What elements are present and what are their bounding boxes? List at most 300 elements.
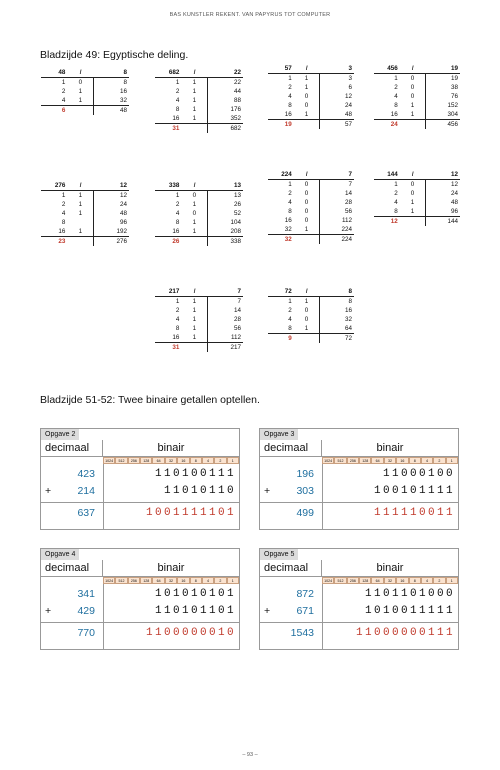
bit-cell: 1 — [410, 111, 415, 118]
addend-b-binary: 11010110 — [163, 485, 236, 497]
power-cell: 2 — [288, 84, 292, 91]
multiple-cell: 16 — [94, 87, 129, 96]
slash: / — [181, 68, 207, 78]
power-cell: 1 — [227, 457, 239, 464]
multiple-cell: 76 — [426, 92, 460, 101]
slash: / — [400, 64, 426, 74]
divisor: 7 — [208, 287, 243, 297]
power-cell: 1024 — [103, 577, 115, 584]
dividend: 456 — [374, 64, 400, 74]
decimal-header: decimaal — [41, 560, 103, 577]
bit-cell: 1 — [192, 115, 197, 122]
power-cell: 128 — [140, 457, 152, 464]
slash: / — [400, 170, 426, 180]
bit-cell: 1 — [410, 208, 415, 215]
multiple-cell: 38 — [426, 83, 460, 92]
addend-row — [260, 466, 458, 483]
bit-cell: 0 — [304, 208, 309, 215]
binary-table — [40, 428, 240, 530]
bit-cell: 0 — [410, 84, 415, 91]
table-row — [41, 87, 129, 96]
slash: / — [294, 287, 320, 297]
power-cell: 256 — [347, 457, 359, 464]
addend-b-decimal: 429 — [77, 605, 95, 617]
powers-row — [322, 577, 458, 584]
bit-cell: 1 — [78, 97, 83, 104]
power-cell: 8 — [61, 219, 66, 226]
table-row — [374, 92, 460, 101]
multiple-cell: 28 — [320, 198, 354, 207]
power-cell: 64 — [152, 457, 164, 464]
addend-b-decimal: 671 — [296, 605, 314, 617]
binary-header: binair — [103, 560, 239, 577]
bit-cell: 0 — [78, 79, 83, 86]
power-cell: 16 — [177, 457, 189, 464]
addend-b-decimal: 214 — [77, 485, 95, 497]
divisor: 12 — [426, 170, 460, 180]
multiple-cell: 8 — [94, 78, 129, 88]
bit-cell: 1 — [410, 102, 415, 109]
addend-a-binary: 1101101000 — [364, 588, 455, 600]
power-cell: 32 — [284, 226, 292, 233]
power-cell: 32 — [384, 457, 396, 464]
power-cell: 8 — [175, 219, 180, 226]
table-row — [374, 101, 460, 110]
sum-row — [260, 505, 458, 522]
bit-cell: 0 — [410, 75, 415, 82]
addend-row — [260, 586, 458, 603]
power-cell: 4 — [175, 316, 180, 323]
table-row — [41, 78, 129, 88]
quotient: 26 — [155, 237, 181, 247]
dividend: 48 — [41, 68, 67, 78]
division-table — [374, 170, 460, 226]
table-row — [155, 333, 243, 343]
bit-cell: 0 — [192, 210, 197, 217]
bit-cell: 0 — [410, 181, 415, 188]
table-row — [155, 200, 243, 209]
power-cell: 1 — [394, 181, 398, 188]
power-cell: 1 — [288, 75, 292, 82]
multiple-cell: 24 — [426, 189, 460, 198]
power-cell: 1 — [394, 75, 398, 82]
slash: / — [67, 68, 93, 78]
multiple-cell: 112 — [208, 333, 243, 343]
quotient: 12 — [374, 217, 400, 227]
sum-row — [260, 625, 458, 642]
multiple-cell: 14 — [208, 306, 243, 315]
power-cell: 32 — [384, 577, 396, 584]
multiple-cell: 176 — [208, 105, 243, 114]
bit-cell: 0 — [410, 190, 415, 197]
table-row — [155, 218, 243, 227]
power-cell: 2 — [433, 457, 445, 464]
table-row — [41, 200, 129, 209]
bit-cell: 1 — [78, 88, 83, 95]
table-row — [268, 180, 354, 190]
table-row — [155, 227, 243, 237]
bit-cell: 1 — [192, 298, 197, 305]
power-cell: 16 — [284, 217, 292, 224]
power-cell: 2 — [175, 88, 180, 95]
power-cell: 8 — [190, 577, 202, 584]
multiple-cell: 304 — [426, 110, 460, 120]
bit-cell: 1 — [304, 325, 309, 332]
power-cell: 64 — [371, 577, 383, 584]
divisor: 3 — [320, 64, 354, 74]
power-cell: 8 — [394, 102, 398, 109]
table-row — [268, 216, 354, 225]
table-row — [268, 189, 354, 198]
power-cell: 16 — [390, 111, 398, 118]
bit-cell: 1 — [304, 75, 309, 82]
power-cell: 8 — [288, 102, 292, 109]
table-row — [41, 96, 129, 106]
total: 224 — [320, 235, 354, 245]
dividend: 57 — [268, 64, 294, 74]
power-cell: 16 — [172, 334, 180, 341]
table-row — [268, 83, 354, 92]
multiple-cell: 12 — [426, 180, 460, 190]
bit-cell: 1 — [78, 210, 83, 217]
addend-b-binary: 110101101 — [154, 605, 236, 617]
addend-row — [260, 603, 458, 620]
multiple-cell: 224 — [320, 225, 354, 235]
power-cell: 1 — [61, 192, 66, 199]
power-cell: 2 — [214, 457, 226, 464]
table-row — [155, 96, 243, 105]
power-cell: 8 — [394, 208, 398, 215]
power-cell: 128 — [140, 577, 152, 584]
power-cell: 8 — [409, 577, 421, 584]
power-cell: 256 — [128, 457, 140, 464]
exercise-title: Opgave 3 — [260, 429, 298, 440]
decimal-header: decimaal — [260, 440, 322, 457]
multiple-cell: 32 — [320, 315, 354, 324]
multiple-cell: 8 — [320, 297, 354, 307]
multiple-cell: 48 — [320, 110, 354, 120]
power-cell: 512 — [115, 457, 127, 464]
divisor: 13 — [208, 181, 243, 191]
power-cell: 16 — [396, 457, 408, 464]
power-cell: 8 — [190, 457, 202, 464]
table-row — [268, 110, 354, 120]
bit-cell: 1 — [410, 199, 415, 206]
total: 456 — [426, 120, 460, 130]
power-cell: 1024 — [322, 577, 334, 584]
table-row — [41, 227, 129, 237]
divisor: 12 — [94, 181, 129, 191]
division-table — [268, 287, 354, 343]
power-cell: 4 — [175, 97, 180, 104]
division-table — [268, 170, 354, 244]
multiple-cell: 3 — [320, 74, 354, 84]
multiple-cell: 19 — [426, 74, 460, 84]
exercise-title: Opgave 5 — [260, 549, 298, 560]
power-cell: 8 — [175, 325, 180, 332]
bit-cell: 1 — [304, 298, 309, 305]
table-row — [155, 105, 243, 114]
power-cell: 1024 — [103, 457, 115, 464]
binary-table — [259, 428, 459, 530]
table-row — [268, 198, 354, 207]
power-cell: 1 — [446, 457, 458, 464]
power-cell: 256 — [128, 577, 140, 584]
table-row — [374, 180, 460, 190]
dividend: 217 — [155, 287, 181, 297]
multiple-cell: 152 — [426, 101, 460, 110]
table-row — [268, 324, 354, 334]
table-row — [155, 297, 243, 307]
quotient: 6 — [41, 106, 67, 116]
total: 48 — [94, 106, 129, 116]
multiple-cell: 6 — [320, 83, 354, 92]
bit-cell: 0 — [304, 307, 309, 314]
power-cell: 4 — [288, 199, 292, 206]
multiple-cell: 56 — [208, 324, 243, 333]
bit-cell: 1 — [78, 201, 83, 208]
multiple-cell: 12 — [320, 92, 354, 101]
quotient: 19 — [268, 120, 294, 130]
power-cell: 2 — [394, 84, 398, 91]
table-row — [268, 74, 354, 84]
bit-cell: 1 — [192, 334, 197, 341]
multiple-cell: 56 — [320, 207, 354, 216]
dividend: 224 — [268, 170, 294, 180]
decimal-header: decimaal — [260, 560, 322, 577]
plus-sign: + — [45, 605, 52, 617]
power-cell: 2 — [61, 201, 66, 208]
divisor: 8 — [94, 68, 129, 78]
bit-cell: 0 — [304, 217, 309, 224]
power-cell: 1 — [288, 181, 292, 188]
division-table — [155, 287, 243, 352]
table-row — [155, 209, 243, 218]
addend-row — [41, 466, 239, 483]
table-row — [155, 315, 243, 324]
bit-cell: 1 — [78, 228, 83, 235]
page-number: – 93 – — [242, 752, 258, 758]
dividend: 72 — [268, 287, 294, 297]
addend-row — [41, 586, 239, 603]
power-cell: 4 — [288, 316, 292, 323]
power-cell: 2 — [288, 190, 292, 197]
power-cell: 256 — [347, 577, 359, 584]
multiple-cell: 112 — [320, 216, 354, 225]
power-cell: 8 — [288, 208, 292, 215]
divisor: 19 — [426, 64, 460, 74]
division-table — [155, 68, 243, 133]
bit-cell: 1 — [304, 84, 309, 91]
slash: / — [181, 181, 207, 191]
bit-cell: 1 — [192, 97, 197, 104]
multiple-cell: 22 — [208, 78, 243, 88]
powers-row — [103, 577, 239, 584]
table-row — [155, 87, 243, 96]
power-cell: 64 — [152, 577, 164, 584]
power-cell: 32 — [165, 577, 177, 584]
bit-cell: 1 — [192, 201, 197, 208]
multiple-cell: 26 — [208, 200, 243, 209]
quotient: 24 — [374, 120, 400, 130]
bit-cell: 0 — [304, 181, 309, 188]
plus-sign: + — [264, 605, 271, 617]
addend-b-decimal: 303 — [296, 485, 314, 497]
multiple-cell: 208 — [208, 227, 243, 237]
sum-decimal: 1543 — [290, 627, 314, 639]
slash: / — [294, 64, 320, 74]
running-header: BAS KUNSTLER REKENT. VAN PAPYRUS TOT COMPUTER — [169, 12, 331, 18]
bit-cell: 0 — [304, 102, 309, 109]
power-cell: 4 — [175, 210, 180, 217]
power-cell: 16 — [396, 577, 408, 584]
addend-a-binary: 110100111 — [154, 468, 236, 480]
power-cell: 1024 — [322, 457, 334, 464]
sum-binary: 1100000010 — [145, 627, 236, 639]
powers-row — [322, 457, 458, 464]
addend-row — [41, 483, 239, 500]
multiple-cell: 48 — [94, 209, 129, 218]
bit-cell: 0 — [304, 199, 309, 206]
division-table — [374, 64, 460, 129]
table-row — [374, 189, 460, 198]
quotient: 32 — [268, 235, 294, 245]
binary-header: binair — [322, 560, 458, 577]
multiple-cell: 64 — [320, 324, 354, 334]
table-row — [268, 225, 354, 235]
divisor: 8 — [320, 287, 354, 297]
power-cell: 2 — [61, 88, 66, 95]
dividend: 144 — [374, 170, 400, 180]
bit-cell — [67, 218, 93, 227]
power-cell: 16 — [58, 228, 66, 235]
table-row — [41, 191, 129, 201]
powers-row — [103, 457, 239, 464]
quotient: 9 — [268, 334, 294, 344]
table-row — [155, 324, 243, 333]
table-row — [374, 110, 460, 120]
power-cell: 2 — [175, 307, 180, 314]
bit-cell: 1 — [192, 79, 197, 86]
table-row — [155, 78, 243, 88]
addend-a-binary: 101010101 — [154, 588, 236, 600]
multiple-cell: 352 — [208, 114, 243, 124]
power-cell: 4 — [202, 577, 214, 584]
multiple-cell: 52 — [208, 209, 243, 218]
power-cell: 1 — [61, 79, 66, 86]
multiple-cell: 192 — [94, 227, 129, 237]
division-table — [41, 68, 129, 115]
quotient: 23 — [41, 237, 67, 247]
division-table — [155, 181, 243, 246]
total: 276 — [94, 237, 129, 247]
multiple-cell: 48 — [426, 198, 460, 207]
power-cell: 8 — [175, 106, 180, 113]
addend-row — [41, 603, 239, 620]
power-cell: 4 — [202, 457, 214, 464]
total: 338 — [208, 237, 243, 247]
power-cell: 16 — [172, 228, 180, 235]
decimal-header: decimaal — [41, 440, 103, 457]
sum-row — [41, 505, 239, 522]
power-cell: 512 — [334, 577, 346, 584]
power-cell: 8 — [409, 457, 421, 464]
slash: / — [181, 287, 207, 297]
table-row — [268, 297, 354, 307]
sum-binary: 111110011 — [373, 507, 455, 519]
power-cell: 4 — [61, 97, 66, 104]
multiple-cell: 7 — [320, 180, 354, 190]
multiple-cell: 96 — [426, 207, 460, 217]
addend-row — [260, 483, 458, 500]
quotient: 31 — [155, 343, 181, 353]
table-row — [268, 101, 354, 110]
exercise-title: Opgave 2 — [41, 429, 79, 440]
binary-header: binair — [103, 440, 239, 457]
multiple-cell: 24 — [94, 200, 129, 209]
power-cell: 2 — [175, 201, 180, 208]
multiple-cell: 28 — [208, 315, 243, 324]
bit-cell: 1 — [192, 219, 197, 226]
bit-cell: 1 — [192, 88, 197, 95]
multiple-cell: 24 — [320, 101, 354, 110]
bit-cell: 1 — [192, 228, 197, 235]
total: 217 — [208, 343, 243, 353]
dividend: 682 — [155, 68, 181, 78]
bit-cell: 1 — [192, 307, 197, 314]
power-cell: 16 — [177, 577, 189, 584]
multiple-cell: 44 — [208, 87, 243, 96]
divisor: 7 — [320, 170, 354, 180]
sum-decimal: 637 — [77, 507, 95, 519]
power-cell: 1 — [175, 192, 180, 199]
section-heading-binary: Bladzijde 51-52: Twee binaire getallen optellen. — [40, 394, 260, 406]
division-table — [41, 181, 129, 246]
sum-binary: 11000000111 — [355, 627, 455, 639]
power-cell: 4 — [394, 199, 398, 206]
power-cell: 128 — [359, 577, 371, 584]
multiple-cell: 96 — [94, 218, 129, 227]
addend-a-decimal: 872 — [296, 588, 314, 600]
table-row — [268, 207, 354, 216]
bit-cell: 0 — [304, 316, 309, 323]
binary-table — [40, 548, 240, 650]
table-row — [268, 315, 354, 324]
power-cell: 2 — [433, 577, 445, 584]
table-row — [268, 92, 354, 101]
bit-cell: 1 — [192, 325, 197, 332]
bit-cell: 1 — [304, 111, 309, 118]
bit-cell: 0 — [304, 93, 309, 100]
plus-sign: + — [45, 485, 52, 497]
table-row — [374, 198, 460, 207]
total: 144 — [426, 217, 460, 227]
power-cell: 8 — [288, 325, 292, 332]
table-row — [155, 114, 243, 124]
division-table — [268, 64, 354, 129]
sum-row — [41, 625, 239, 642]
table-row — [41, 209, 129, 218]
addend-a-binary: 11000100 — [382, 468, 455, 480]
bit-cell: 1 — [192, 316, 197, 323]
power-cell: 1 — [288, 298, 292, 305]
power-cell: 1 — [175, 79, 180, 86]
table-row — [155, 191, 243, 201]
bit-cell: 1 — [192, 106, 197, 113]
power-cell: 512 — [334, 457, 346, 464]
bit-cell: 0 — [304, 190, 309, 197]
dividend: 276 — [41, 181, 67, 191]
